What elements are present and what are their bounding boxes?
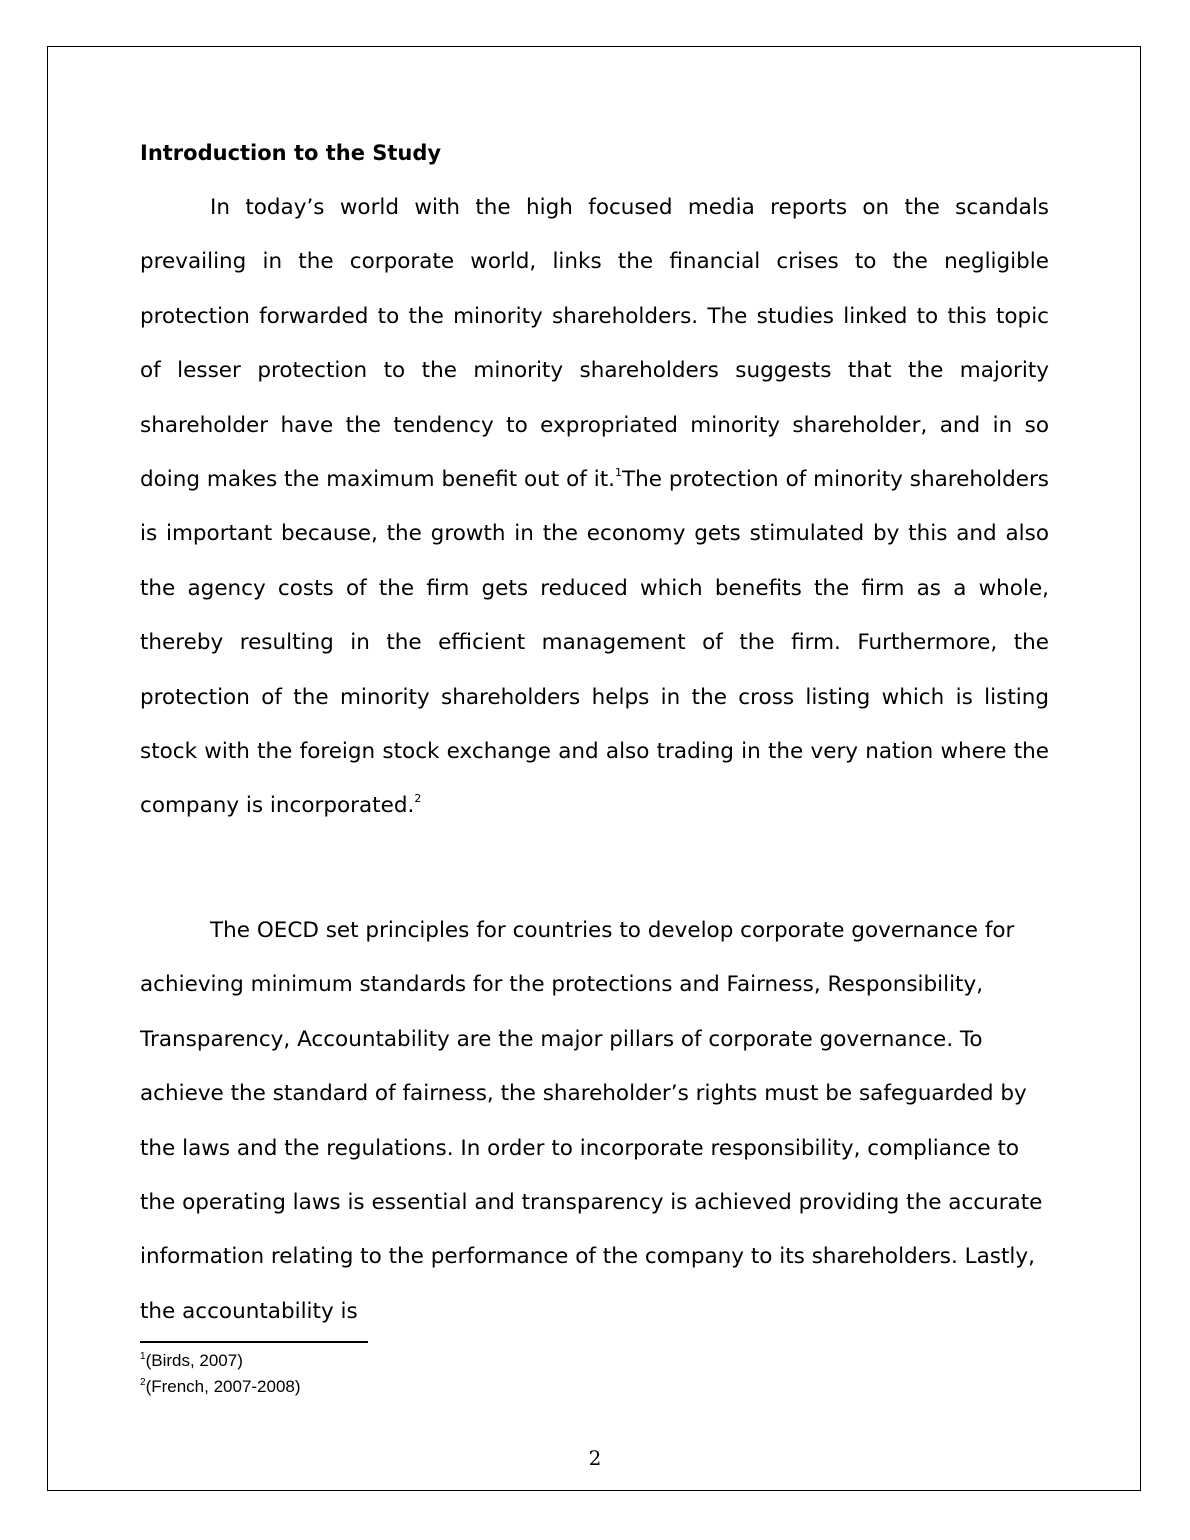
footnote-separator bbox=[140, 1341, 368, 1343]
page-number: 2 bbox=[588, 1446, 602, 1470]
paragraph-1-text-b: The protection of minority shareholders is important because, the growth in the economy gets stimulated by this and also the agency costs of the firm gets reduced which benefits the firm as a whole, thereby resulting in the efficient management of the firm. Furthermore, the protection of the minority shareholders helps in the cross listing which is listing stock with the foreign stock exchange and also trading in the very nation where the company is incorporated. bbox=[140, 467, 1050, 819]
paragraph-2-text: The OECD set principles for countries to develop corporate governance for achieving minimum standards for the protections and Fairness, Responsibility, Transparency, Accountability are the major pillars of corporate governance. To achieve the standard of fairness, the shareholder’s rights must be safeguarded by the laws and the regulations. In order to incorporate responsibility, compliance to the operating laws is essential and transparency is achieved providing the accurate information relating to the performance of the company to its shareholders. Lastly, the accountability is bbox=[140, 918, 1043, 1324]
footnote-2 bbox=[140, 1376, 301, 1398]
footnote-1-text: (Birds, 2007) bbox=[145, 1351, 243, 1370]
body-paragraph-1 bbox=[140, 181, 1049, 834]
paragraph-1-text-a: In today’s world with the high focused media reports on the scandals prevailing in the corporate world, links the financial crises to the negligible protection forwarded to the minority shareholders. The studies linked to this topic of lesser protection to the minority shareholders suggests that the majority shareholder have the tendency to expropriated minority shareholder, and in so doing makes the maximum benefit out of it. bbox=[140, 195, 1049, 493]
section-heading: Introduction to the Study bbox=[140, 141, 442, 165]
body-paragraph-2 bbox=[140, 904, 1052, 1339]
footnote-1-number: 1 bbox=[140, 1351, 146, 1362]
footnote-reference-2[interactable]: 2 bbox=[414, 792, 422, 806]
footnote-2-number: 2 bbox=[140, 1377, 146, 1388]
footnote-2-text: (French, 2007-2008) bbox=[145, 1377, 301, 1396]
footnote-1 bbox=[140, 1350, 243, 1372]
footnote-reference-1[interactable]: 1 bbox=[614, 466, 622, 480]
